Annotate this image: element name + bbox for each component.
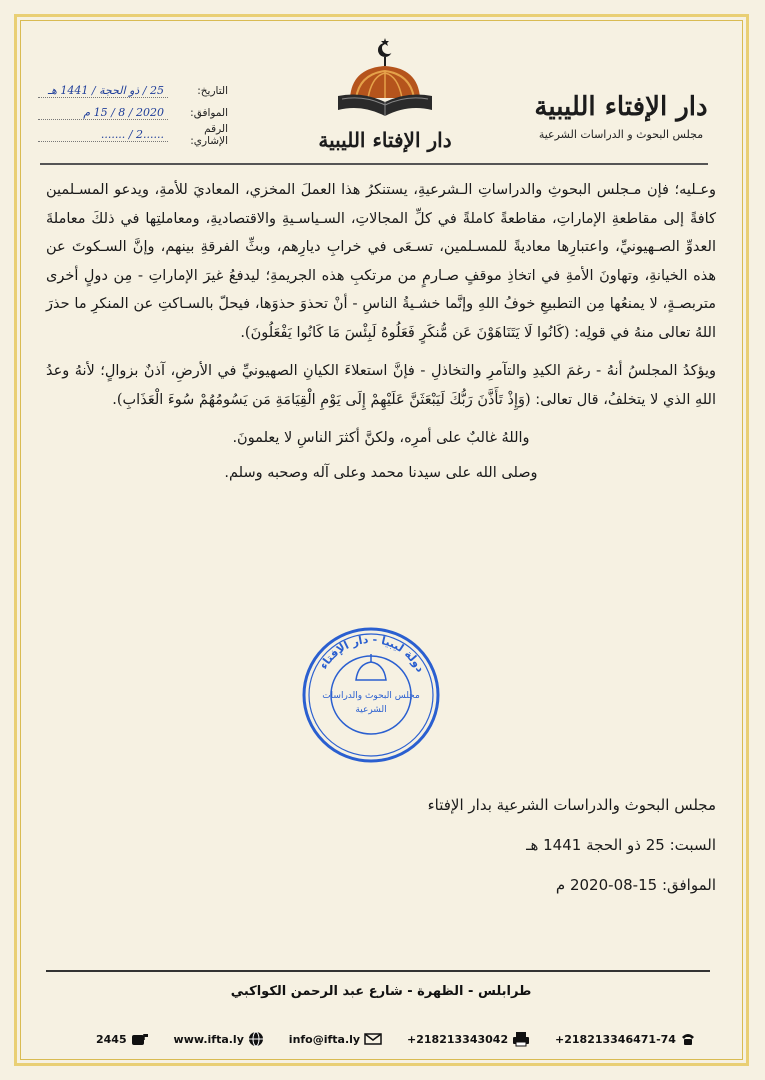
stamp-seal-icon xyxy=(300,624,442,766)
quran-quote-1: (كَانُوا لَا يَتَنَاهَوْنَ عَن مُّنكَرٍ فَعَلُوهُ لَبِئْسَ مَا كَانُوا يَفْعَلُونَ). xyxy=(240,324,570,341)
phone-number: +218213346471-74 xyxy=(555,1032,676,1046)
paragraph-closing-2: وصلى الله على سيدنا محمد وعلى آله وصحبه وسلم. xyxy=(224,464,538,481)
paragraph-boycott xyxy=(46,176,716,347)
email-address[interactable]: info@ifta.ly xyxy=(288,1032,361,1046)
signature-block xyxy=(46,790,716,910)
pobox-number: 2445 xyxy=(96,1032,127,1046)
official-stamp xyxy=(300,624,442,766)
org-subtitle: مجلس البحوث و الدراسات الشرعية xyxy=(538,128,704,141)
reference-number-label: الرقم الإشاري: xyxy=(190,123,228,147)
paragraph-boycott-text: وعـليه؛ فإن مـجلس البحوثِ والدراساتِ الـشرعيةِ، يستنكرُ هذا العملَ المخزي، المعاديَ للأمةِ، ويدعو المسـلمين كافةً إلى مقاطعةِ الإماراتِ، مقاطعةً كاملةً في كلِّ المجالاتِ، السـياسـيةِ والاقتصاديةِ، ومعاملتِها في ذلكَ معاملةَ العدوِّ الصـهيونيِّ، واعتبارِها معاديةً للمسـلمين، تسـعَى في خرابِ ديارِهم، وبثِّ الفرقةِ بينهم، وإنَّ السـكوتَ عن هذه الخيانةِ، وتهاونَ الأمةِ في اتخاذِ موقفٍ صـارمٍ من مرتكبِ هذه الجريمةِ؛ ليدفعُ غيرَ الإماراتِ - مِن دولٍ أخرى متربصـةٍ، لا يمنعُها مِن التطبيعِ خوفُ اللهِ وإنَّما خشـيةُ الناسِ - أنْ تحذوَ حذوَها، فيحلّ بالسـاكتِ عن المنكرِ ما حذرَ اللهُ تعالى منهُ في قولِه: xyxy=(46,182,716,341)
mailbox-icon xyxy=(131,1032,149,1046)
corresponding-date-label: الموافق: xyxy=(190,107,228,119)
stamp-center-text-2: الشرعية xyxy=(355,705,387,715)
email-icon xyxy=(364,1033,382,1045)
letter-body xyxy=(46,176,716,493)
contact-website xyxy=(174,1031,264,1047)
logo-caption: دار الإفتاء الليبية xyxy=(318,128,452,152)
date-value: 25 / ذو الحجة / 1441 هـ xyxy=(38,84,168,98)
fax-number: +218213343042 xyxy=(407,1032,509,1046)
date-label: التاريخ: xyxy=(197,85,228,97)
signature-hijri-date: السبت: 25 ذو الحجة 1441 هـ xyxy=(526,836,716,854)
contact-fax xyxy=(407,1031,530,1047)
contact-email xyxy=(289,1033,382,1046)
website-url[interactable]: www.ifta.ly xyxy=(173,1032,244,1046)
paragraph-closing-1: واللهُ غالبٌ على أمرِه، ولكنَّ أكثرَ الناسِ لا يعلمونَ. xyxy=(232,430,530,446)
dome-book-logo-icon xyxy=(290,36,480,131)
org-name: دار الإفتاء الليبية xyxy=(534,92,708,122)
quran-quote-2: (وَإِذْ تَأَذَّنَ رَبُّكَ لَيَبْعَثَنَّ عَلَيْهِمْ إِلَى يَوْمِ الْقِيَامَةِ مَن يَسُومُهُمْ سُوءَ الْعَذَابِ). xyxy=(112,391,531,408)
corresponding-date-value: 2020 / 8 / 15 م xyxy=(38,106,168,120)
signature-gregorian-date: الموافق: 15-08-2020 م xyxy=(555,876,716,894)
globe-icon xyxy=(248,1031,264,1047)
contact-phone xyxy=(555,1032,696,1046)
paragraph-affirmation-text: ويؤكدُ المجلسُ أنهُ - رغمَ الكيدِ والتآمرِ والتخاذلِ - فإنَّ استعلاءَ الكيانِ الصهيونيِّ في الأرضِ، آذنٌ بزوالٍ؛ لأنهُ وعدُ اللهِ الذي لا يتخلفُ، قال تعالى: xyxy=(46,363,716,408)
letterhead xyxy=(30,30,735,160)
contact-pobox xyxy=(96,1032,149,1046)
footer-divider xyxy=(46,970,710,972)
signature-council: مجلس البحوث والدراسات الشرعية بدار الإفتاء xyxy=(427,796,716,814)
reference-number-value: ......2 / ....... xyxy=(38,128,168,142)
reference-number-row xyxy=(38,124,228,146)
header-divider xyxy=(40,163,708,165)
stamp-center-text-1: مجلس البحوث والدراسات xyxy=(322,691,420,701)
org-logo xyxy=(290,36,480,166)
paragraph-affirmation xyxy=(46,357,716,414)
reference-box xyxy=(38,80,228,146)
corresponding-date-row xyxy=(38,102,228,124)
letterhead-org xyxy=(521,92,721,141)
fax-icon xyxy=(512,1031,530,1047)
stamp-ring-text: دولة ليبيا - دار الإفتاء xyxy=(316,632,427,675)
footer-address: طرابلس - الظهرة - شارع عبد الرحمن الكواكبي xyxy=(230,984,532,999)
date-row xyxy=(38,80,228,102)
phone-icon xyxy=(680,1032,696,1046)
contact-bar xyxy=(96,1028,696,1050)
